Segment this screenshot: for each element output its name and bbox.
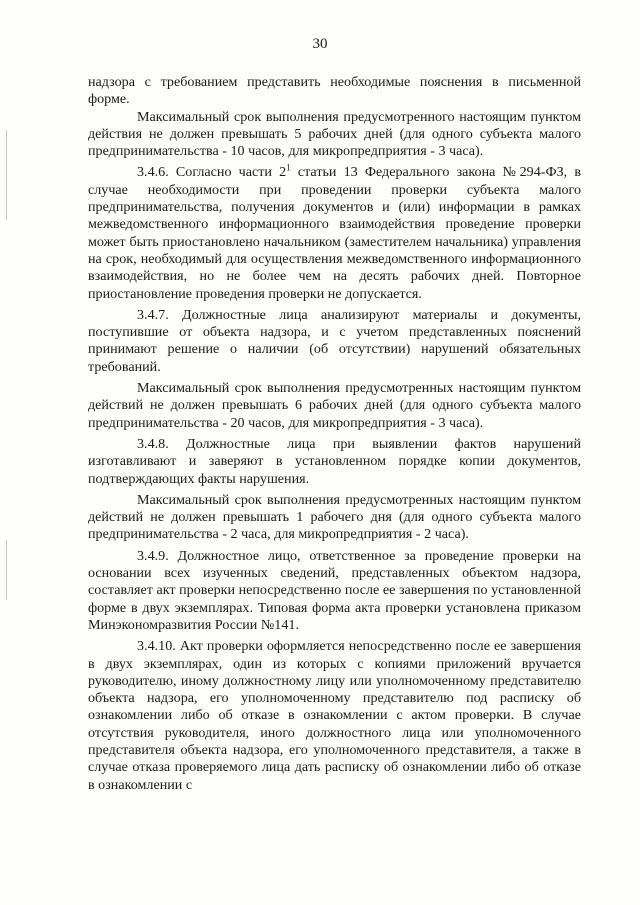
paragraph-3-4-10: 3.4.10. Акт проверки оформляется непосредственно после ее завершения в двух экземплярах, один из которых с копиями приложений вручается руководителю, иному должностному лицу или уполномоченному представителю объекта надзора, его уполномоченному представителю под расписку об ознакомлении либо об отказе в ознакомлении с актом проверки. В случае отсутствия руководителя, иного должностного лица или уполномоченного представителя объекта надзора, его уполномоченного представителя, а также в случае отказа проверяемого лица дать расписку об ознакомлении либо об отказе в ознакомлении с: [88, 638, 581, 793]
scan-edge-mark: [6, 540, 7, 600]
paragraph-3-4-7: 3.4.7. Должностные лица анализируют материалы и документы, поступившие от объекта надзора, и с учетом представленных пояснений принимают решение о наличии (об отсутствии) нарушений обязательных требований.: [88, 306, 581, 375]
paragraph-3-4-6: [88, 164, 581, 302]
superscript: 1: [286, 162, 291, 173]
paragraph-text: 3.4.6. Согласно части 2: [137, 164, 287, 181]
paragraph-3-4-8: 3.4.8. Должностные лица при выявлении фактов нарушений изготавливают и заверяют в установленном порядке копии документов, подтверждающих факты нарушения.: [88, 435, 581, 487]
paragraph: Максимальный срок выполнения предусмотренных настоящим пунктом действий не должен превышать 6 рабочих дней (для одного субъекта малого предпринимательства - 20 часов, для микропредприятия - 3 часа).: [88, 380, 581, 431]
document-body: [88, 74, 581, 794]
paragraph: Максимальный срок выполнения предусмотренного настоящим пунктом действия не должен превышать 5 рабочих дней (для одного субъекта малого предпринимательства - 10 часов, для микропредприятия - 3 часа).: [88, 108, 581, 160]
paragraph-text: статьи 13 Федерального закона №294-ФЗ, в случае необходимости при проведении проверки субъекта малого предпринимательства, получения документов и (или) информации в рамках межведомственного информационного взаимодействия проведение проверки может быть приостановлено начальником (заместителем начальника) управления на срок, необходимый для осуществления межведомственного информационного взаимодействия, но не более чем на десять рабочих дней. Повторное приостановление проведения проверки не допускается.: [88, 164, 581, 302]
scan-edge-mark: [6, 130, 7, 220]
paragraph: Максимальный срок выполнения предусмотренных настоящим пунктом действий не должен превышать 1 рабочего дня (для одного субъекта малого предпринимательства - 2 часа, для микропредприятия - 2 часа).: [88, 491, 581, 543]
paragraph-continued: надзора с требованием представить необходимые пояснения в письменной форме.: [88, 74, 581, 108]
page-number: 30: [312, 36, 328, 52]
paragraph-3-4-9: 3.4.9. Должностное лицо, ответственное за проведение проверки на основании всех изученных сведений, представленных объектом надзора, составляет акт проверки непосредственно после ее завершения по установленной форме в двух экземплярах. Типовая форма акта проверки установлена приказом Минэкономразвития России №141.: [88, 547, 581, 633]
